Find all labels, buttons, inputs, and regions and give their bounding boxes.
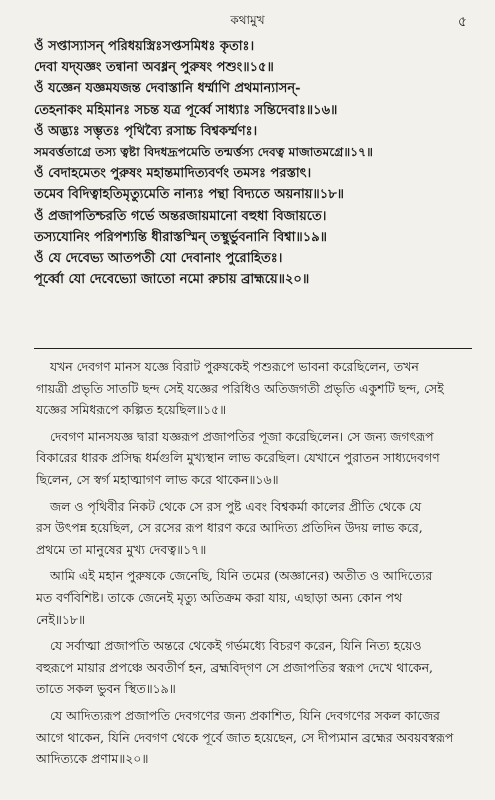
- text-line: তাতে সকল ভুবন স্থিত॥১৯॥: [36, 681, 176, 697]
- text-line: যখন দেবগণ মানস যজ্ঞে বিরাট পুরুষকেই পশুরূপে ভাবনা করেছিলেন, তখন: [50, 359, 419, 374]
- text-line: যজ্ঞের সমিধরূপে কল্পিত হয়েছিল॥১৫॥: [36, 402, 227, 418]
- translation-paragraph: [36, 565, 474, 630]
- text-line: বহুরূপে মায়ার প্রপঞ্চে অবতীর্ণ হন, ব্রহ্মবিদ্‌গণ সে প্রজাপতির স্বরূপ দেখে থাকেন,: [36, 659, 433, 675]
- verse-line: ওঁ সপ্তাস্যাসন্ পরিধয়স্ত্রিঃসপ্তসমিধঃ কৃতাঃ।: [34, 39, 255, 54]
- page-number: ৫: [457, 14, 467, 30]
- text-line: প্রথমে তা মানুষের মুখ্য দেবত্ব॥১৭॥: [36, 541, 207, 557]
- verse-line: ওঁ যজ্ঞেন যজ্ঞমযজন্ত দেবাস্তানি ধর্ম্মাণি প্রথমান্যাসন্-: [34, 81, 301, 97]
- text-line: রস উৎপন্ন হয়েছিল, সে রসের রূপ ধারণ করে আদিত্য প্রতিদিন উদয় লাভ করে,: [36, 520, 423, 536]
- verse-line: ওঁ বেদাহমেতং পুরুষং মহান্তমাদিত্যবর্ণং তমসঃ পরস্তাৎ।: [34, 166, 312, 182]
- translation-paragraph: [36, 635, 474, 700]
- verse-line: পূর্ব্বো যো দেবেভ্যো জাতো নমো রুচায় ব্রাহ্ময়ে॥২০॥: [34, 272, 310, 288]
- translation-paragraph: [36, 426, 474, 491]
- text-line: জল ও পৃথিবীর নিকট থেকে সে রস পুষ্ট এবং বিশ্বকর্মা কালের প্রীতি থেকে যে: [50, 498, 422, 514]
- text-line: ছিলেন, সে স্বর্গ মহাত্মাগণ লাভ করে থাকেন॥১৬॥: [36, 471, 279, 487]
- text-line: আগে থাকেন, যিনি দেবগণ থেকে পূর্বে জাত হয়েছেন, সে দীপ্যমান ব্রহ্মের অবয়বস্বরূপ: [36, 729, 454, 745]
- text-line: বিকারের ধারক প্রসিদ্ধ ধর্মগুলি মুখ্যস্থান লাভ করেছিল। যেখানে পুরাতন সাধ্যদেবগণ: [36, 450, 440, 466]
- translation-paragraph: [36, 705, 474, 770]
- bengali-translation: [36, 356, 474, 775]
- text-line: যে আদিত্যরূপ প্রজাপতি দেবগণের জন্য প্রকাশিত, যিনি দেবগণের সকল কাজের: [50, 707, 440, 723]
- text-line: দেবগণ মানসযজ্ঞ দ্বারা যজ্ঞরূপ প্রজাপতির পূজা করেছিলেন। সে জন্য জগৎরূপ: [50, 428, 434, 444]
- text-line: মত বর্ণবিশিষ্ট। তাকে জেনেই মৃত্যু অতিক্রম করা যায়, এছাড়া অন্য কোন পথ: [36, 589, 402, 605]
- verse-line: তেহনাকং মহিমানঃ সচন্ত যত্র পূর্ব্বে সাধ্যাঃ সন্তিদেবাঃ॥১৬॥: [34, 102, 338, 118]
- translation-paragraph: [36, 356, 474, 421]
- page-header: [0, 8, 495, 30]
- verse-line: ওঁ যে দেবেভ্য আতপতী যো দেবানাং পুরোহিতঃ।: [34, 250, 283, 266]
- verse-line: ওঁ অদ্ভ্যঃ সম্ভৃতঃ পৃথিব্যৈ রসাচ্চ বিশ্বকর্ম্মণঃ।: [34, 123, 258, 139]
- verse-line: দেবা যদ্‌যজ্ঞং তন্বানা অবধ্নন্ পুরুষং পশুং॥১৫॥: [34, 60, 274, 76]
- translation-paragraph: [36, 496, 474, 561]
- sanskrit-verses: [34, 36, 474, 290]
- verse-line: সমবর্ত্ততাগ্রে তস্য ত্বষ্টা বিদধদ্রূপমেতি তন্মর্ত্তস্য দেবত্ব মাজাতমগ্রে॥১৭॥: [34, 144, 373, 159]
- text-line: আদিত্যকে প্রণাম॥২০॥: [36, 751, 149, 767]
- running-title: কথামুখ: [230, 13, 265, 27]
- text-line: আমি এই মহান পুরুষকে জেনেছি, যিনি তমের (অজ্ঞানের) অতীত ও আদিত্যের: [50, 568, 433, 584]
- verse-line: তমেব বিদিত্বাহতিমৃত্যুমেতি নান্যঃ পন্থা বিদ্যতে অয়নায়॥১৮॥: [34, 187, 345, 203]
- section-divider: [34, 348, 472, 349]
- text-line: যে সর্বাত্মা প্রজাপতি অন্তরে থেকেই গর্ভমধ্যে বিচরণ করেন, যিনি নিত্য হয়েও: [50, 638, 422, 654]
- verse-line: তস্যযোনিং পরিপশ্যন্তি ধীরাস্তস্মিন্ তস্থুর্ভুবনানি বিশ্বা॥১৯॥: [34, 229, 327, 245]
- text-line: নেই॥১৮॥: [36, 611, 85, 627]
- text-line: গায়ত্রী প্রভৃতি সাতটি ছন্দ সেই যজ্ঞের পরিধিও অতিজগতী প্রভৃতি একুশটি ছন্দ, সেই: [36, 380, 444, 396]
- verse-line: ওঁ প্রজাপতিশ্চরতি গর্ভে অন্তরজায়মানো বহুধা বিজায়তে।: [34, 208, 327, 224]
